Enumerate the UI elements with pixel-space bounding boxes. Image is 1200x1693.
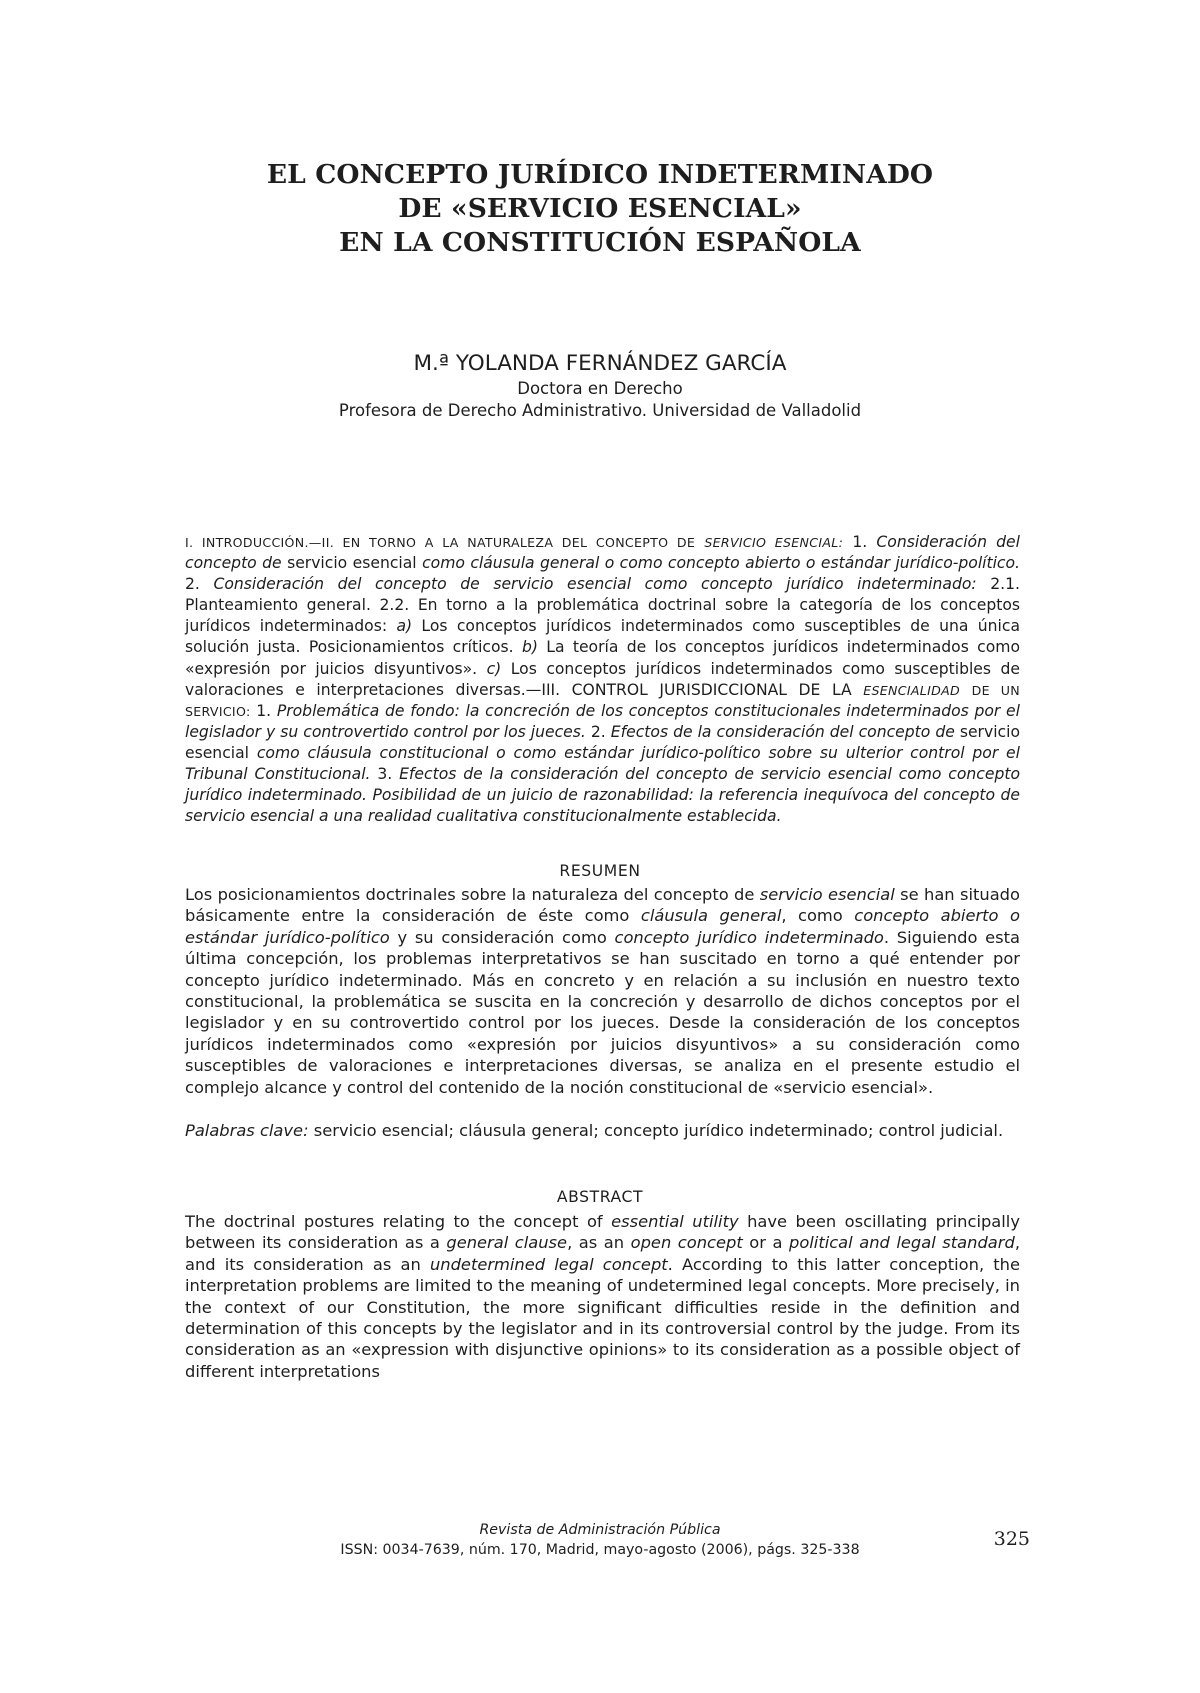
toc-part: c) xyxy=(486,659,502,678)
toc-part: 1. xyxy=(256,701,272,720)
resumen-part: Los posicionamientos doctrinales sobre la naturaleza del concepto de xyxy=(185,885,755,904)
keywords-label: Palabras clave: xyxy=(185,1121,309,1140)
resumen-part: cláusula general xyxy=(640,906,782,926)
resumen-part: , como xyxy=(781,906,843,926)
author-name: M.ª YOLANDA FERNÁNDEZ GARCÍA xyxy=(413,351,787,376)
toc-part: I. INTRODUCCIÓN.—II. EN TORNO A LA NATURALEZA DEL CONCEPTO DE xyxy=(185,535,696,550)
toc-part: servicio esencial xyxy=(185,722,1020,762)
abstract-part: have been oscillating principally between its consideration as a xyxy=(185,1212,1020,1253)
resumen-part: se han situado básicamente entre la consideración de éste como xyxy=(185,885,1020,926)
abstract-part: political and legal standard xyxy=(788,1233,1015,1253)
resumen-part: . Siguiendo esta última concepción, los problemas interpretativos se han suscitado en torno a qué entender por concepto jurídico indeterminado. Más en concreto y en relación a su inclusión en nuestro texto constitucional, la problemática se suscita en la concreción y desarrollo de dichos conceptos por el legislador y en su controvertido control por los jueces. Desde la consideración de los conceptos jurídicos indeterminados como «expresión por juicios disyuntivos» a su consideración como susceptibles de valoraciones e interpretaciones diversas, se analiza en el presente estudio el complejo alcance y control del contenido de la noción constitucional de «servicio esencial». xyxy=(185,927,1020,1097)
abstract-part: open concept xyxy=(630,1233,743,1253)
toc-part: La teoría de los conceptos jurídicos indeterminados como «expresión por juicios disyuntivos». xyxy=(185,638,1020,678)
resumen-part: concepto abierto o estándar jurídico-político xyxy=(185,906,1020,947)
toc-part: a) xyxy=(396,617,413,636)
toc-part: 2. xyxy=(590,722,606,741)
abstract-part: . According to this latter conception, the interpretation problems are limited to the meaning of undetermined legal concepts. More precisely, in the context of our Constitution, the more significant difficulties reside in the definition and determination of this concepts by the legislator and in its controversial control by the judge. From its consideration as an «expression with disjunctive opinions» to its consideration as a possible object of different interpretations xyxy=(185,1254,1020,1381)
author-block xyxy=(150,350,1050,422)
toc-part: 1. xyxy=(852,533,868,551)
journal-name-text: Revista de Administración Pública xyxy=(479,1522,721,1538)
title-line-1: EL CONCEPTO JURÍDICO INDETERMINADO xyxy=(266,159,934,190)
resumen-paragraph xyxy=(185,884,1020,1098)
toc-part: como cláusula constitucional o como estándar jurídico-político sobre su ulterior control por el Tribunal Constitucional. xyxy=(185,743,1020,784)
toc-part: Efectos de la consideración del concepto de servicio esencial como concepto jurídico indeterminado. Posibilidad de un juicio de razonabilidad: la referencia inequívoca del concepto de servicio esencial a una realidad cualitativa constitucionalmente establecida. xyxy=(185,765,1021,826)
keywords-paragraph xyxy=(185,1120,1020,1141)
toc-part: como cláusula general o como concepto abierto o estándar jurídico-político. xyxy=(422,554,1021,573)
resumen-part: y su consideración como xyxy=(397,927,607,947)
abstract-paragraph xyxy=(185,1211,1020,1382)
toc-part: Los conceptos jurídicos indeterminados como susceptibles de una única solución justa. Posicionamientos críticos. xyxy=(185,617,1020,657)
abstract-part: , and its consideration as an xyxy=(185,1233,1020,1274)
toc-part: b) xyxy=(521,638,538,657)
toc-part: Problemática de fondo: la concreción de los conceptos constitucionales indeterminados por el legislador y su controvertido control por los jueces. xyxy=(185,701,1020,741)
toc-part: servicio esencial xyxy=(287,554,417,573)
abstract-part: undetermined legal concept xyxy=(429,1254,668,1274)
abstract-heading: ABSTRACT xyxy=(556,1188,644,1206)
author-degree: Doctora en Derecho xyxy=(517,379,683,398)
toc-part: Consideración del concepto de servicio esencial como concepto jurídico indeterminado: xyxy=(213,575,977,594)
table-of-contents xyxy=(185,532,1020,827)
toc-part: ESENCIALIDAD xyxy=(863,682,961,698)
toc-part: DE UN SERVICIO: xyxy=(185,682,1020,719)
abstract-part: essential utility xyxy=(611,1212,739,1231)
abstract-part: , as an xyxy=(567,1233,625,1253)
title-line-2: DE «SERVICIO ESENCIAL» xyxy=(398,193,802,224)
toc-part: 2. xyxy=(185,575,200,594)
keywords: servicio esencial; cláusula general; concepto jurídico indeterminado; control judicial. xyxy=(313,1121,1004,1140)
resumen-part: servicio esencial xyxy=(759,885,895,904)
toc-part: Consideración del concepto de xyxy=(185,533,1020,573)
issn-line: ISSN: 0034-7639, núm. 170, Madrid, mayo-agosto (2006), págs. 325-338 xyxy=(340,1542,860,1558)
page-footer xyxy=(150,1520,1050,1560)
journal-name xyxy=(150,1520,1050,1540)
author-affiliation: Profesora de Derecho Administrativo. Universidad de Valladolid xyxy=(338,401,862,420)
toc-part: SERVICIO ESENCIAL: xyxy=(704,535,844,550)
abstract-part: The doctrinal postures relating to the concept of xyxy=(185,1212,603,1231)
toc-part: 2.1. Planteamiento general. 2.2. En torno a la problemática doctrinal sobre la categoría de los conceptos jurídicos indeterminados: xyxy=(185,575,1020,636)
toc-part: Efectos de la consideración del concepto de xyxy=(610,722,955,741)
abstract-part: or a xyxy=(749,1233,783,1253)
toc-part: 3. xyxy=(377,765,393,784)
abstract-part: general clause xyxy=(446,1233,568,1253)
resumen-heading: RESUMEN xyxy=(559,862,641,880)
title-line-3: EN LA CONSTITUCIÓN ESPAÑOLA xyxy=(339,227,861,258)
resumen-part: concepto jurídico indeterminado xyxy=(614,927,884,947)
toc-part: Los conceptos jurídicos indeterminados como susceptibles de valoraciones e interpretaciones diversas.—III. CONTROL JURISDICCIONAL DE LA xyxy=(185,659,1020,699)
page-number: 325 xyxy=(993,1528,1030,1550)
article-title xyxy=(150,158,1050,260)
